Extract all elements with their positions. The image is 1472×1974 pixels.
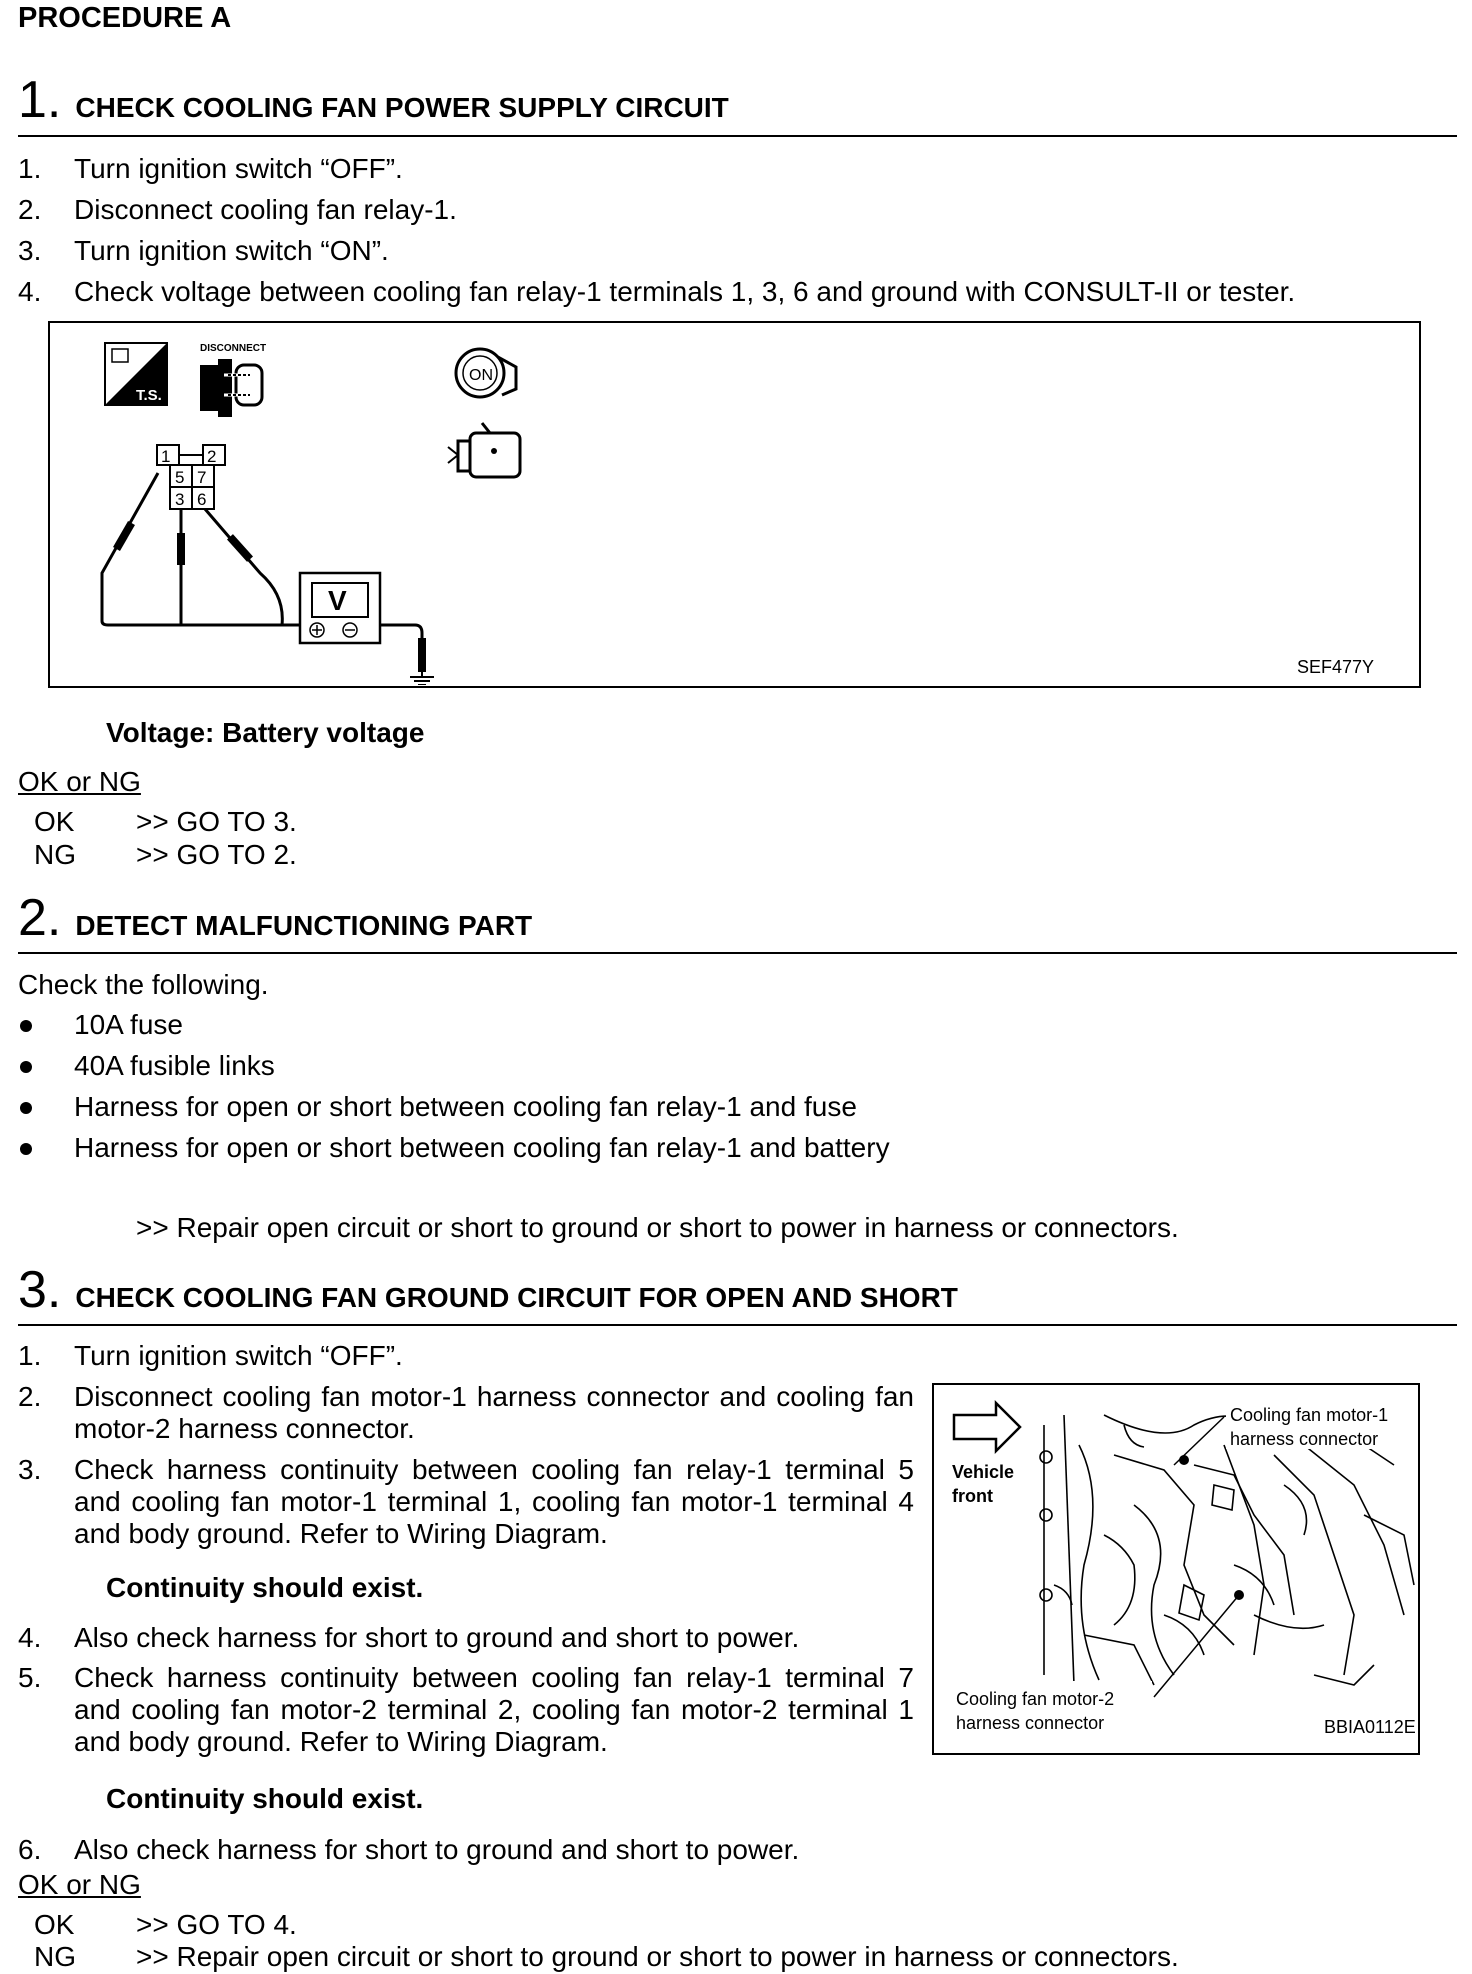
svg-text:T.S.: T.S. <box>136 387 162 404</box>
step-2-intro: Check the following. <box>18 969 269 1000</box>
list-item <box>0 1453 920 1553</box>
result-action-ok: >> GO TO 3. <box>136 806 297 837</box>
svg-text:DISCONNECT: DISCONNECT <box>200 343 267 354</box>
voltmeter-icon <box>300 573 380 643</box>
bullet-text: Harness for open or short between cooling fan relay-1 and fuse <box>74 1091 857 1122</box>
item-text: Check harness continuity between cooling fan relay-1 terminal 5 and cooling fan motor-1 terminal 1, cooling fan motor-1 terminal 4 and body ground. Refer to Wiring Diagram. <box>74 1454 914 1549</box>
motor-2-label: harness connector <box>956 1713 1105 1733</box>
connector-location-figure <box>932 1383 1420 1755</box>
item-text: Turn ignition switch “OFF”. <box>74 1340 403 1371</box>
item-text: Also check harness for short to ground and short to power. <box>74 1622 800 1653</box>
svg-text:2: 2 <box>207 447 217 466</box>
item-number: 3. <box>18 1454 42 1485</box>
bullet-icon <box>20 1102 32 1114</box>
step-2-title: DETECT MALFUNCTIONING PART <box>75 910 533 941</box>
result-action-ng: >> Repair open circuit or short to ground or short to power in harness or connectors. <box>136 1941 1179 1972</box>
step-2-number: 2. <box>18 889 62 947</box>
svg-text:5: 5 <box>175 468 185 487</box>
vehicle-front-label: Vehicle <box>952 1462 1015 1482</box>
list-item <box>0 1833 920 1867</box>
item-number: 6. <box>18 1834 42 1865</box>
svg-text:V: V <box>328 585 347 616</box>
svg-text:ON: ON <box>469 367 493 384</box>
item-number: 3. <box>18 235 42 266</box>
spec-text: Continuity should exist. <box>106 1783 424 1814</box>
motor-2-label: Cooling fan motor-2 <box>956 1689 1115 1709</box>
voltage-check-figure <box>48 321 1421 688</box>
result-action-ng: >> GO TO 2. <box>136 839 297 870</box>
step-1-title: CHECK COOLING FAN POWER SUPPLY CIRCUIT <box>75 92 729 123</box>
svg-text:3: 3 <box>175 490 185 509</box>
motor-1-leader-line <box>1174 1417 1224 1465</box>
step-1-number: 1. <box>18 71 62 129</box>
step-2-header <box>18 889 533 947</box>
spec-text: Voltage: Battery voltage <box>106 717 425 748</box>
engine-bay-lines <box>1044 1415 1414 1685</box>
svg-text:6: 6 <box>197 490 207 509</box>
step-3-rule <box>18 1324 1457 1326</box>
bullet-icon <box>20 1020 32 1032</box>
item-text: Turn ignition switch “ON”. <box>74 235 389 266</box>
item-number: 5. <box>18 1662 42 1693</box>
ground-icon <box>410 672 434 685</box>
step-3-number: 3. <box>18 1261 62 1319</box>
result-status-ok: OK <box>34 806 75 837</box>
item-number: 1. <box>18 1340 42 1371</box>
result-status-ng: NG <box>34 1941 76 1972</box>
disconnect-icon <box>200 343 266 417</box>
item-text: Disconnect cooling fan relay-1. <box>74 194 457 225</box>
bullet-text: 10A fuse <box>74 1009 183 1040</box>
item-number: 4. <box>18 276 42 307</box>
vehicle-front-arrow-icon <box>954 1403 1020 1451</box>
spec-text: Continuity should exist. <box>106 1572 424 1603</box>
step-3-title: CHECK COOLING FAN GROUND CIRCUIT FOR OPEN AND SHORT <box>75 1282 958 1313</box>
item-text: Check harness continuity between cooling fan relay-1 terminal 7 and cooling fan motor-2 terminal 2, cooling fan motor-2 terminal 1 and body ground. Refer to Wiring Diagram. <box>74 1662 914 1757</box>
result-status-ok: OK <box>34 1909 75 1940</box>
motor-1-label: harness connector <box>1230 1429 1379 1449</box>
relay-connector <box>157 445 225 509</box>
result-label: OK or NG <box>18 766 141 797</box>
item-text: Disconnect cooling fan motor-1 harness connector and cooling fan motor-2 harness connector. <box>74 1381 914 1444</box>
bullet-text: Harness for open or short between cooling fan relay-1 and battery <box>74 1132 890 1163</box>
step-2-rule <box>18 952 1457 954</box>
svg-text:1: 1 <box>161 447 171 466</box>
bullet-icon <box>20 1143 32 1155</box>
item-text: Check voltage between cooling fan relay-1 terminals 1, 3, 6 and ground with CONSULT-II or tester. <box>74 276 1296 307</box>
step-1-rule <box>18 135 1457 137</box>
motor-1-label: Cooling fan motor-1 <box>1230 1405 1389 1425</box>
voltage-check-diagram <box>50 323 1418 685</box>
figure-code: SEF477Y <box>1297 657 1375 677</box>
list-item <box>0 275 1472 309</box>
item-text: Turn ignition switch “OFF”. <box>74 153 403 184</box>
list-item <box>0 1049 1472 1083</box>
step-3-header <box>18 1261 958 1319</box>
list-item <box>0 1661 920 1761</box>
bullet-icon <box>20 1061 32 1073</box>
list-item <box>0 1339 920 1373</box>
step-2-action: >> Repair open circuit or short to ground or short to power in harness or connectors. <box>136 1212 1179 1243</box>
ignition-on-icon <box>456 349 516 397</box>
figure-code: BBIA0112E <box>1324 1717 1416 1737</box>
vehicle-front-label: front <box>952 1486 993 1506</box>
procedure-title: PROCEDURE A <box>18 2 232 34</box>
item-number: 1. <box>18 153 42 184</box>
list-item <box>0 1008 1472 1042</box>
list-item <box>0 152 1472 186</box>
engine-icon <box>448 423 520 477</box>
svg-text:7: 7 <box>197 468 207 487</box>
ts-icon <box>105 343 167 405</box>
list-item <box>0 1131 1472 1165</box>
item-text: Also check harness for short to ground and short to power. <box>74 1834 800 1865</box>
step-1-header <box>18 71 729 129</box>
item-number: 4. <box>18 1622 42 1653</box>
motor-2-leader-line <box>1154 1595 1239 1697</box>
result-action-ok: >> GO TO 4. <box>136 1909 297 1940</box>
item-number: 2. <box>18 194 42 225</box>
engine-bay-drawing <box>934 1385 1417 1752</box>
list-item <box>0 1621 920 1655</box>
bullet-text: 40A fusible links <box>74 1050 275 1081</box>
result-label: OK or NG <box>18 1869 141 1900</box>
item-number: 2. <box>18 1381 42 1412</box>
result-status-ng: NG <box>34 839 76 870</box>
list-item <box>0 1380 920 1446</box>
list-item <box>0 234 1472 268</box>
list-item <box>0 1090 1472 1124</box>
list-item <box>0 193 1472 227</box>
